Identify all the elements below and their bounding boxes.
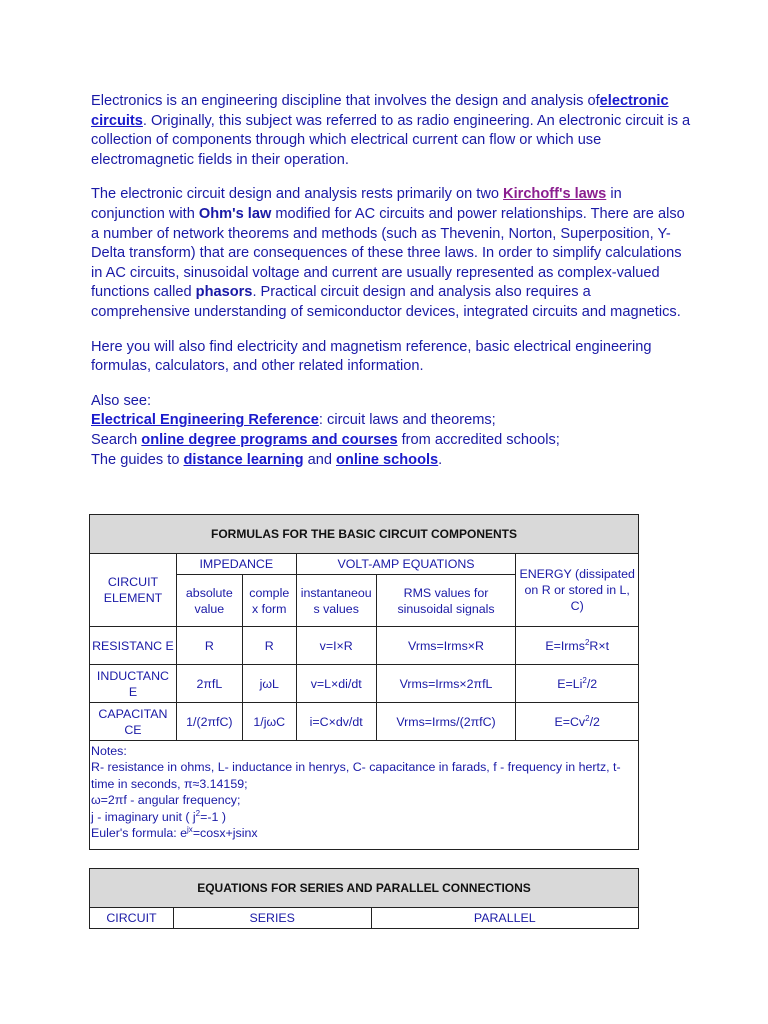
- online-schools-link[interactable]: online schools: [336, 451, 439, 468]
- cell-energy: [516, 665, 639, 703]
- article-body: [91, 92, 691, 470]
- text: . Originally, this subject was referred to as radio engineering. An electronic circuit is a collection of components through which electrical current can flow or which use electromagnetic fields in their operation.: [91, 112, 691, 168]
- superscript: 2: [195, 808, 201, 818]
- table-title: FORMULAS FOR THE BASIC CIRCUIT COMPONENTS: [90, 515, 639, 554]
- cell-instant: i=C×dv/dt: [296, 703, 376, 741]
- text: Search: [91, 431, 142, 448]
- cell-rms: Vrms=Irms×2πfL: [376, 665, 516, 703]
- text: The guides to: [91, 451, 184, 468]
- text: E=Cv: [554, 714, 586, 729]
- cell-energy: [516, 627, 639, 665]
- text: from accredited schools;: [397, 431, 560, 448]
- text: and: [303, 451, 336, 468]
- col-instantaneous: instantaneou s values: [296, 575, 376, 627]
- text: .: [438, 451, 443, 468]
- text: in conjunction with: [91, 186, 622, 222]
- col-rms: RMS values for sinusoidal signals: [376, 575, 516, 627]
- col-complex-form: comple x form: [242, 575, 296, 627]
- col-series: SERIES: [173, 908, 371, 929]
- cell-abs: 1/(2πfC): [176, 703, 242, 741]
- cell-complex: 1/jωC: [242, 703, 296, 741]
- col-circuit: CIRCUIT: [90, 908, 174, 929]
- ee-reference-link[interactable]: Electrical Engineering Reference: [91, 412, 319, 429]
- intro-paragraph-1: [91, 92, 691, 170]
- cell-element: RESISTANC E: [90, 627, 177, 665]
- superscript: 2: [584, 637, 590, 647]
- table-row: [90, 703, 639, 741]
- cell-abs: 2πfL: [176, 665, 242, 703]
- note-imaginary-unit: [91, 809, 637, 825]
- text: R×t: [589, 638, 610, 653]
- cell-rms: Vrms=Irms/(2πfC): [376, 703, 516, 741]
- text: j - imaginary unit ( j: [91, 809, 196, 824]
- table-row: [90, 627, 639, 665]
- also-see-block: [91, 392, 691, 470]
- text: E=Irms: [545, 638, 585, 653]
- kirchoffs-laws-link[interactable]: Kirchoff's laws: [503, 186, 607, 203]
- superscript: 2: [585, 713, 590, 723]
- text: The electronic circuit design and analysis rests primarily on two: [91, 186, 504, 203]
- cell-rms: Vrms=Irms×R: [376, 627, 516, 665]
- online-degree-link[interactable]: online degree programs and courses: [141, 431, 398, 448]
- notes-cell: [90, 741, 639, 850]
- phasors-bold: phasors: [195, 284, 253, 301]
- col-impedance: IMPEDANCE: [176, 554, 296, 575]
- text: Euler's formula: e: [91, 826, 188, 841]
- formulas-table: [89, 514, 639, 850]
- also-see-title: Also see:: [91, 392, 152, 409]
- electronic-circuits-link[interactable]: electronic circuits: [91, 93, 669, 129]
- distance-learning-link[interactable]: distance learning: [183, 451, 304, 468]
- cell-complex: R: [242, 627, 296, 665]
- col-circuit-element: CIRCUIT ELEMENT: [90, 554, 177, 627]
- note-euler-formula: [91, 825, 637, 841]
- cell-complex: jωL: [242, 665, 296, 703]
- intro-paragraph-2: [91, 185, 691, 322]
- text: : circuit laws and theorems;: [318, 412, 496, 429]
- text: modified for AC circuits and power relationships. There are also a number of network theorems and methods (such as Thevenin, Norton, Superposition, Y-Delta transform) that are consequences of these three laws. In order to simplify calculations in AC circuits, sinusoidal voltage and current are usually represented as complex-valued functions called: [91, 205, 685, 301]
- cell-element: CAPACITAN CE: [90, 703, 177, 741]
- note-units: R- resistance in ohms, L- inductance in henrys, C- capacitance in farads, f - frequency in hertz, t- time in seconds, π≈3.14159;: [91, 760, 621, 791]
- superscript: 2: [582, 675, 587, 685]
- cell-instant: v=L×di/dt: [296, 665, 376, 703]
- col-volt-amp: VOLT-AMP EQUATIONS: [296, 554, 516, 575]
- text: =cosx+jsinx: [192, 826, 258, 841]
- text: Electronics is an engineering discipline that involves the design and analysis of: [91, 93, 600, 109]
- table-title: EQUATIONS FOR SERIES AND PARALLEL CONNECTIONS: [90, 869, 639, 908]
- text: E=Li: [557, 676, 583, 691]
- cell-abs: R: [176, 627, 242, 665]
- cell-energy: [516, 703, 639, 741]
- text: . Practical circuit design and analysis also requires a comprehensive understanding of semiconductor devices, integrated circuits and magnetics.: [91, 284, 681, 320]
- table-row: [90, 665, 639, 703]
- col-parallel: PARALLEL: [371, 908, 638, 929]
- intro-paragraph-3: Here you will also find electricity and magnetism reference, basic electrical engineering formulas, calculators, and other related information.: [91, 338, 652, 375]
- text: /2: [586, 676, 598, 691]
- col-energy: ENERGY (dissipated on R or stored in L, C): [516, 554, 639, 627]
- text: /2: [589, 714, 600, 729]
- series-parallel-table: [89, 868, 639, 929]
- cell-instant: v=I×R: [296, 627, 376, 665]
- text: =-1 ): [200, 809, 226, 824]
- cell-element: INDUCTANC E: [90, 665, 177, 703]
- note-angular-frequency: ω=2πf - angular frequency;: [91, 793, 241, 808]
- notes-title: Notes:: [91, 744, 127, 758]
- col-absolute-value: absolute value: [176, 575, 242, 627]
- superscript: jx: [187, 824, 193, 834]
- ohms-law-bold: Ohm's law: [198, 205, 272, 222]
